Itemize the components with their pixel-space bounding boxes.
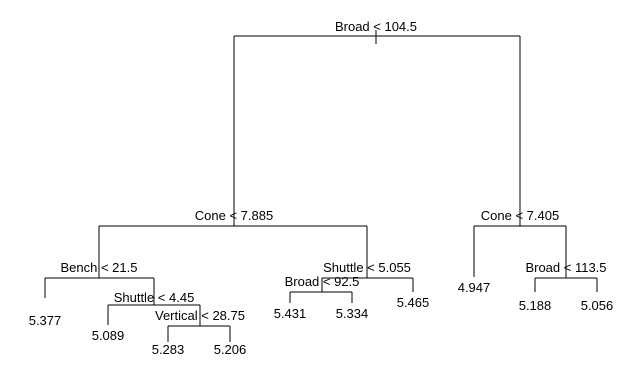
leaf-value: 5.431: [273, 306, 307, 321]
leaf-value: 5.056: [580, 298, 614, 313]
leaf-value: 5.188: [518, 298, 552, 313]
split-label: Broad < 113.5: [525, 260, 607, 275]
leaf-value: 5.377: [28, 313, 62, 328]
leaf-value: 5.334: [335, 306, 369, 321]
split-label: Broad < 92.5: [284, 274, 360, 289]
split-label: Shuttle < 5.055: [323, 260, 411, 275]
leaf-value: 4.947: [457, 280, 491, 295]
split-label: Bench < 21.5: [60, 260, 138, 275]
leaf-value: 5.206: [213, 342, 247, 357]
split-label: Cone < 7.885: [194, 208, 274, 223]
leaf-value: 5.465: [396, 295, 430, 310]
split-label: Vertical < 28.75: [155, 308, 245, 323]
split-label: Cone < 7.405: [480, 208, 560, 223]
split-label: Broad < 104.5: [334, 19, 418, 34]
leaf-value: 5.283: [151, 342, 185, 357]
leaf-value: 5.089: [91, 328, 125, 343]
split-label: Shuttle < 4.45: [113, 290, 195, 305]
